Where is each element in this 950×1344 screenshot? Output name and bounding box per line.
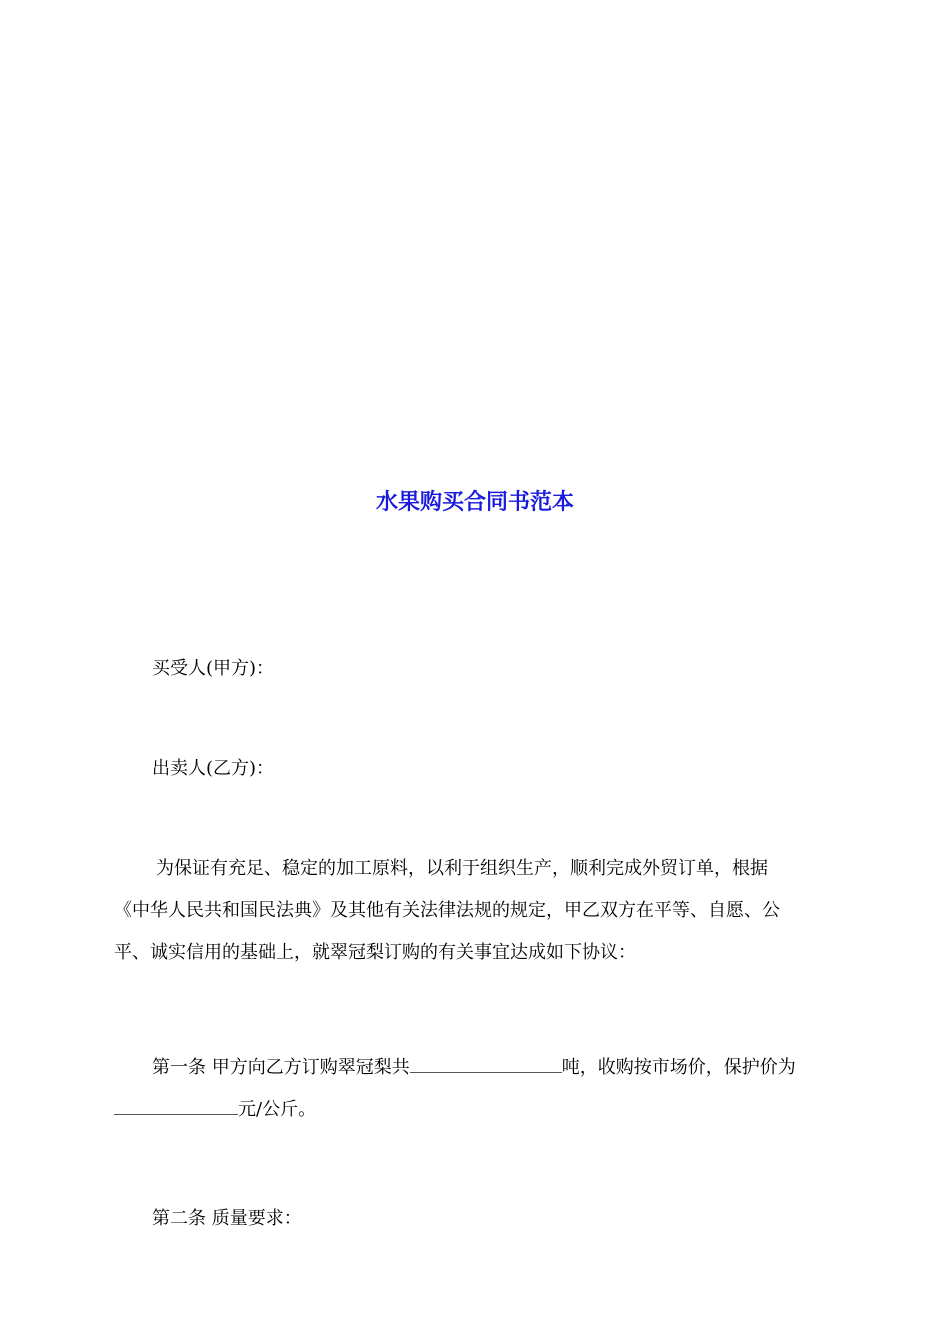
article-1-prefix: 第一条 甲方向乙方订购翠冠梨共	[152, 1057, 410, 1078]
article-1	[114, 1051, 836, 1127]
preamble-line-3: 平、诚实信用的基础上，就翠冠梨订购的有关事宜达成如下协议：	[114, 942, 636, 963]
preamble-line-2: 《中华人民共和国民法典》及其他有关法律法规的规定，甲乙双方在平等、自愿、公	[114, 900, 780, 921]
article-1-suffix: 元/公斤。	[238, 1099, 317, 1120]
article-1-mid: 吨，收购按市场价，保护价为	[561, 1057, 796, 1078]
article-2: 第二条 质量要求：	[152, 1208, 302, 1229]
price-blank	[114, 1096, 238, 1115]
article-1-line-2	[114, 1093, 836, 1127]
preamble-line-1: 为保证有充足、稳定的加工原料，以利于组织生产，顺利完成外贸订单，根据	[156, 858, 768, 879]
preamble-paragraph	[114, 852, 836, 970]
article-1-line-1	[114, 1051, 836, 1085]
document-title: 水果购买合同书范本	[375, 490, 574, 515]
party-b-label: 出卖人(乙方)：	[152, 758, 275, 779]
tonnage-blank	[410, 1054, 562, 1073]
party-a-label: 买受人(甲方)：	[152, 658, 275, 679]
